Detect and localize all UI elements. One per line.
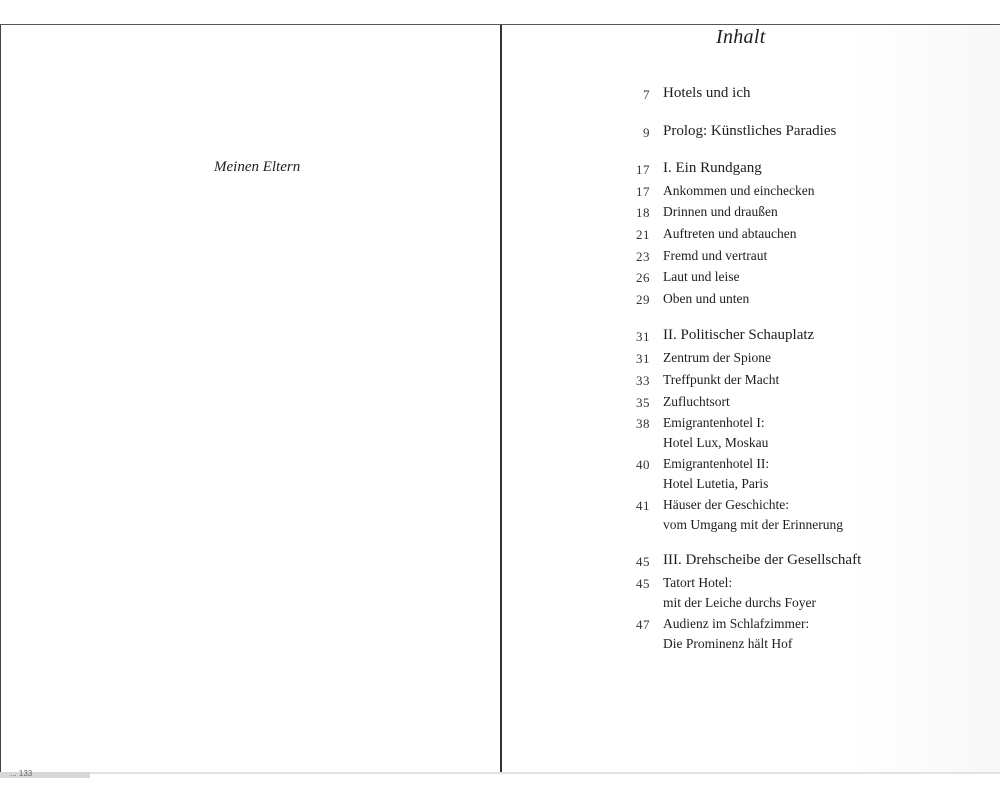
toc-page-number: 33	[636, 373, 650, 388]
toc-page-number: 41	[636, 498, 650, 513]
toc-page-number: 7	[643, 87, 650, 102]
toc-entry-title	[663, 370, 953, 390]
toc-entry-title	[663, 202, 953, 222]
viewer-top-strip	[0, 0, 1000, 24]
toc-entry-title-line: Drinnen und draußen	[663, 204, 778, 219]
toc-entry-title-line: mit der Leiche durchs Foyer	[663, 595, 816, 610]
toc-page-number: 17	[636, 184, 650, 199]
toc-page-number: 17	[636, 162, 650, 177]
toc-entry-title	[663, 573, 953, 613]
toc-entry-title	[663, 325, 953, 345]
page-indicator-label: ... 133	[10, 769, 33, 778]
toc-entry-title-line: Hotel Lux, Moskau	[663, 435, 769, 450]
toc-entry-title-line: I. Ein Rundgang	[663, 160, 762, 176]
toc-page-number: 18	[636, 205, 650, 220]
toc-page-number: 31	[636, 351, 650, 366]
toc-entry-title-line: Zentrum der Spione	[663, 350, 771, 365]
toc-entry-title-line: Häuser der Geschichte:	[663, 497, 789, 512]
toc-entry-title-line: Die Prominenz hält Hof	[663, 636, 793, 651]
toc-entry-title-line: Hotels und ich	[663, 85, 751, 101]
toc-entry-title	[663, 614, 953, 654]
toc-page-number: 45	[636, 554, 650, 569]
toc-entry-title-line: III. Drehscheibe der Gesellschaft	[663, 552, 862, 568]
toc-entry-title	[663, 121, 953, 141]
toc-entry-title	[663, 413, 953, 453]
toc-entry-title	[663, 289, 953, 309]
toc-entry-title-line: Emigrantenhotel I:	[663, 415, 765, 430]
toc-entry-title	[663, 392, 953, 412]
toc-entry-title	[663, 83, 953, 103]
toc-entry-title-line: Treffpunkt der Macht	[663, 372, 780, 387]
toc-entry-title-line: Audienz im Schlafzimmer:	[663, 616, 810, 631]
left-page	[0, 25, 500, 772]
toc-page-number: 9	[643, 125, 650, 140]
toc-entry-title-line: Laut und leise	[663, 269, 740, 284]
toc-entry-title-line: Zufluchtsort	[663, 394, 730, 409]
toc-entry-title-line: Hotel Lutetia, Paris	[663, 476, 769, 491]
toc-entry-title-line: Prolog: Künstliches Paradies	[663, 123, 837, 139]
toc-page-number: 35	[636, 395, 650, 410]
toc-page-number: 31	[636, 329, 650, 344]
toc-entry-title	[663, 495, 953, 535]
toc-entry-title-line: vom Umgang mit der Erinnerung	[663, 517, 843, 532]
toc-page-number: 23	[636, 249, 650, 264]
toc-entry-title	[663, 550, 953, 570]
toc-page-number: 29	[636, 292, 650, 307]
toc-entry-title	[663, 267, 953, 287]
toc-entry-title-line: Tatort Hotel:	[663, 575, 733, 590]
toc-entry-title-line: II. Politischer Schauplatz	[663, 327, 815, 343]
toc-entry-title	[663, 181, 953, 201]
toc-entry-title	[663, 224, 953, 244]
toc-entry-title-line: Emigrantenhotel II:	[663, 456, 770, 471]
toc-entry-title-line: Oben und unten	[663, 291, 750, 306]
toc-page-number: 47	[636, 617, 650, 632]
toc-page-number: 38	[636, 416, 650, 431]
toc-page-number: 40	[636, 457, 650, 472]
toc-entry-title	[663, 158, 953, 178]
dedication: Meinen Eltern	[214, 159, 301, 175]
viewer-bottom-border	[0, 772, 1000, 774]
viewer-bottom-area	[0, 769, 1000, 800]
toc-entry-title	[663, 348, 953, 368]
toc-entry-title-line: Ankommen und einchecken	[663, 183, 815, 198]
toc-entry-title-line: Fremd und vertraut	[663, 248, 768, 263]
toc-heading: Inhalt	[716, 26, 766, 48]
toc-page-number: 26	[636, 270, 650, 285]
toc-page-number: 21	[636, 227, 650, 242]
toc-page-number: 45	[636, 576, 650, 591]
toc-entry-title-line: Auftreten und abtauchen	[663, 226, 797, 241]
toc-entry-title	[663, 246, 953, 266]
toc-entry-title	[663, 454, 953, 494]
